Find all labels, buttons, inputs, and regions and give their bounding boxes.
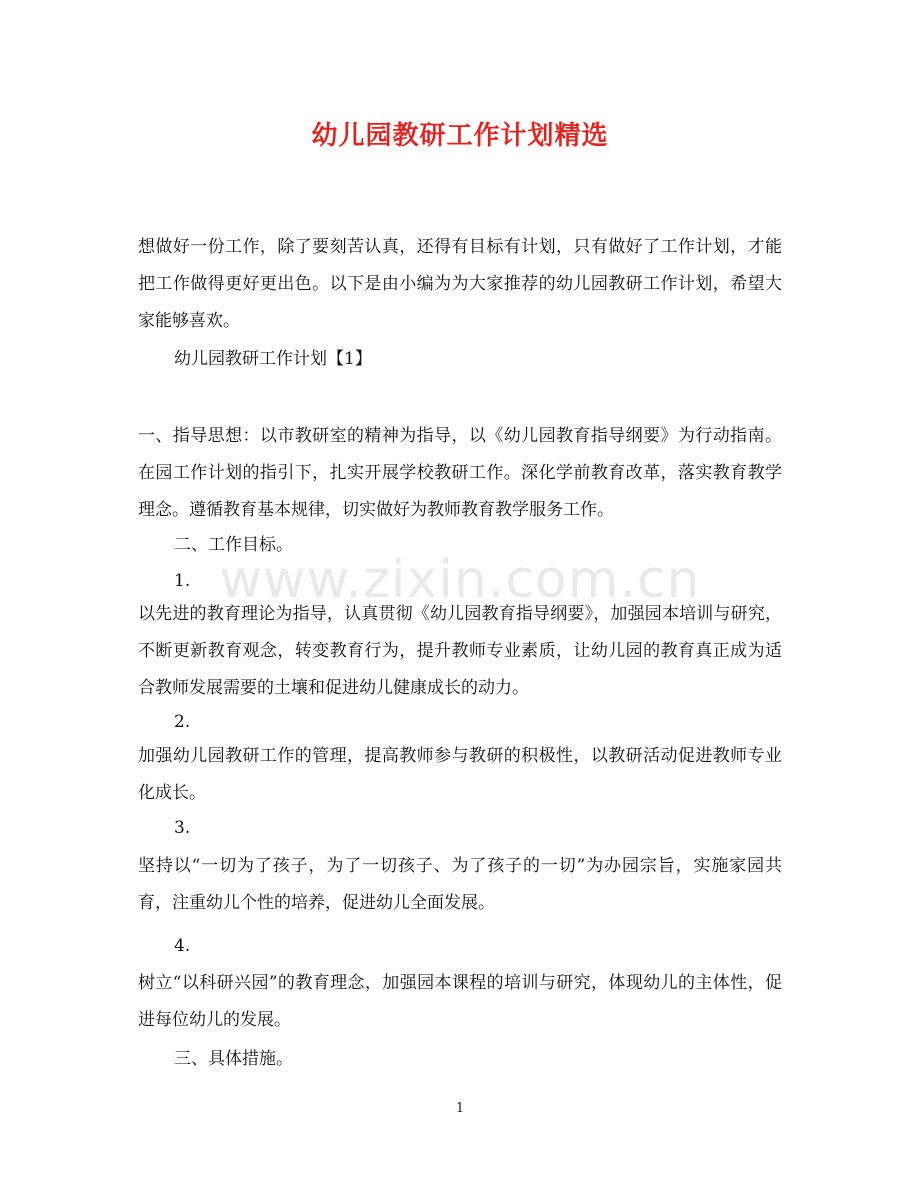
list-item-number: 1. (174, 571, 191, 591)
list-item-number: 4. (174, 936, 191, 956)
list-item-text: 树立“以科研兴园”的教育理念，加强园本课程的培训与研究，体现幼儿的主体性，促进每位幼儿的发展。 (138, 973, 782, 1030)
document-title: 幼儿园教研工作计划精选 (311, 121, 609, 151)
list-item-number: 3. (174, 818, 191, 838)
list-item-text: 坚持以“一切为了孩子，为了一切孩子、为了孩子的一切”为办园宗旨，实施家园共育，注重幼儿个性的培养，促进幼儿全面发展。 (138, 856, 782, 913)
section-heading: 幼儿园教研工作计划【1】 (174, 349, 372, 369)
measures-heading: 三、具体措施。 (174, 1049, 293, 1069)
intro-paragraph: 想做好一份工作，除了要刻苦认真，还得有目标有计划，只有做好了工作计划，才能把工作做得更好更出色。以下是由小编为为大家推荐的幼儿园教研工作计划，希望大家能够喜欢。 (138, 237, 782, 331)
goals-heading: 二、工作目标。 (174, 535, 293, 555)
watermark-text: www.zixin.com.cn (219, 550, 701, 610)
list-item-text: 加强幼儿园教研工作的管理，提高教师参与教研的积极性，以教研活动促进教师专业化成长。 (138, 746, 782, 803)
guiding-ideology-paragraph: 一、指导思想：以市教研室的精神为指导，以《幼儿园教育指导纲要》为行动指南。在园工作计划的指引下，扎实开展学校教研工作。深化学前教育改革，落实教育教学理念。遵循教育基本规律，切实做好为教师教育教学服务工作。 (138, 426, 782, 520)
list-item-number: 2. (174, 712, 191, 732)
page-number: 1 (455, 1101, 465, 1116)
list-item-text: 以先进的教育理论为指导，认真贯彻《幼儿园教育指导纲要》，加强园本培训与研究，不断更新教育观念，转变教育行为，提升教师专业素质，让幼儿园的教育真正成为适合教师发展需要的土壤和促进幼儿健康成长的动力。 (138, 604, 782, 698)
